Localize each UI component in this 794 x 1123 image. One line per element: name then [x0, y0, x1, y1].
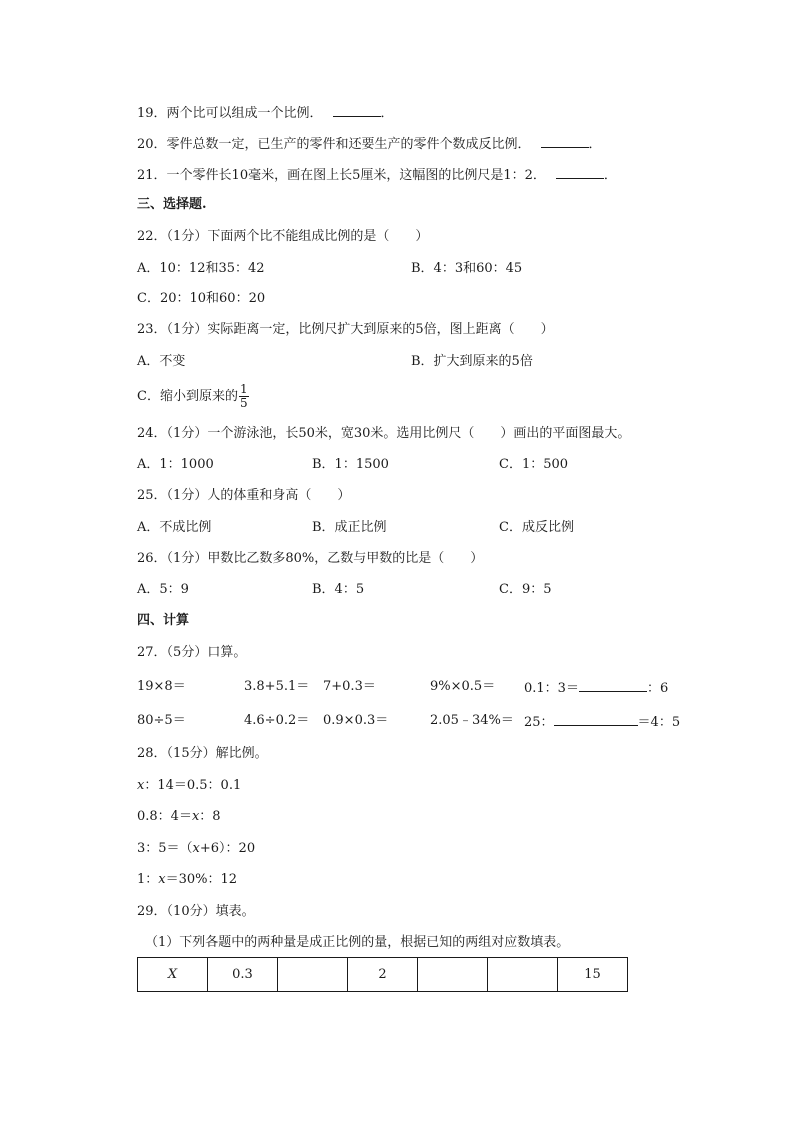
calc-7: 4.6÷0.2＝ — [244, 713, 310, 728]
option-24-b[interactable]: B．1：1500 — [312, 457, 389, 472]
calc-2: 3.8+5.1＝ — [244, 679, 310, 694]
table-row — [138, 958, 628, 992]
fraction-one-fifth: $\frac{1}{5}$ — [239, 382, 248, 410]
option-25-b[interactable]: B．成正比例 — [312, 520, 387, 535]
answer-blank[interactable] — [541, 134, 589, 148]
calc-6: 80÷5＝ — [137, 713, 186, 728]
question-23-stem: 23．（1分）实际距离一定，比例尺扩大到原来的5倍，图上距离（ ） — [137, 322, 554, 337]
answer-blank[interactable] — [554, 712, 638, 726]
question-29-stem: 29．（10分）填表。 — [137, 904, 255, 919]
proportion-equation: 0.8：4＝x：8 — [137, 809, 221, 824]
table-cell[interactable] — [488, 958, 558, 992]
question-28-stem: 28．（15分）解比例。 — [137, 746, 268, 761]
table-cell: X — [138, 958, 208, 992]
table-cell: 15 — [558, 958, 628, 992]
table-cell[interactable] — [278, 958, 348, 992]
option-25-a[interactable]: A．不成比例 — [137, 520, 212, 535]
answer-blank[interactable] — [556, 165, 604, 179]
answer-blank[interactable] — [333, 103, 381, 117]
option-22-c[interactable]: C．20：10和60：20 — [137, 291, 266, 306]
option-24-c[interactable]: C．1：500 — [499, 457, 569, 472]
option-26-a[interactable]: A．5：9 — [137, 582, 189, 597]
option-22-a[interactable]: A．10：12和35：42 — [137, 261, 265, 276]
section-title-calc: 四、计算 — [137, 613, 190, 628]
calc-1: 19×8＝ — [137, 679, 186, 694]
option-23-b[interactable]: B．扩大到原来的5倍 — [411, 354, 533, 369]
question-24-stem: 24．（1分）一个游泳池，长50米，宽30米。选用比例尺（ ）画出的平面图最大。 — [137, 426, 631, 441]
question-22-stem: 22．（1分）下面两个比不能组成比例的是（ ） — [137, 229, 429, 244]
judge-question-21: 21．一个零件长10毫米，画在图上长5厘米，这幅图的比例尺是1：2． ． — [137, 165, 617, 185]
calc-5: 0.1：3＝ ：6 — [524, 678, 668, 698]
option-24-a[interactable]: A．1：1000 — [137, 457, 214, 472]
calc-8: 0.9×0.3＝ — [323, 713, 389, 728]
table-cell[interactable] — [418, 958, 488, 992]
judge-question-20: 20．零件总数一定，已生产的零件和还要生产的零件个数成反比例． ． — [137, 134, 602, 154]
calc-4: 9%×0.5＝ — [430, 679, 496, 694]
question-27-stem: 27．（5分）口算。 — [137, 645, 247, 660]
calc-10: 25： ＝4：5 — [524, 712, 680, 732]
question-29-sub1: （1）下列各题中的两种量是成正比例的量，根据已知的两组对应数填表。 — [145, 935, 570, 950]
calc-9: 2.05﹣34%＝ — [430, 713, 514, 728]
proportion-fill-table — [137, 957, 628, 992]
question-26-stem: 26．（1分）甲数比乙数多80%，乙数与甲数的比是（ ） — [137, 551, 484, 566]
option-22-b[interactable]: B．4：3和60：45 — [411, 261, 523, 276]
question-25-stem: 25．（1分）人的体重和身高（ ） — [137, 488, 351, 503]
proportion-equation: 3：5＝（x+6）：20 — [137, 841, 256, 856]
table-cell: 2 — [348, 958, 418, 992]
option-23-a[interactable]: A．不变 — [137, 354, 186, 369]
option-25-c[interactable]: C．成反比例 — [499, 520, 574, 535]
judge-question-19: 19．两个比可以组成一个比例． ． — [137, 103, 394, 123]
section-title-choice: 三、选择题. — [137, 197, 207, 212]
calc-3: 7+0.3＝ — [323, 679, 376, 694]
option-23-c[interactable]: C．缩小到原来的 $\frac{1}{5}$ — [137, 382, 248, 410]
option-26-c[interactable]: C．9：5 — [499, 582, 552, 597]
option-26-b[interactable]: B．4：5 — [312, 582, 365, 597]
answer-blank[interactable] — [579, 678, 647, 692]
proportion-equation: 1：x＝30%：12 — [137, 872, 238, 887]
table-cell: 0.3 — [208, 958, 278, 992]
proportion-equation: x：14＝0.5：0.1 — [137, 778, 242, 793]
